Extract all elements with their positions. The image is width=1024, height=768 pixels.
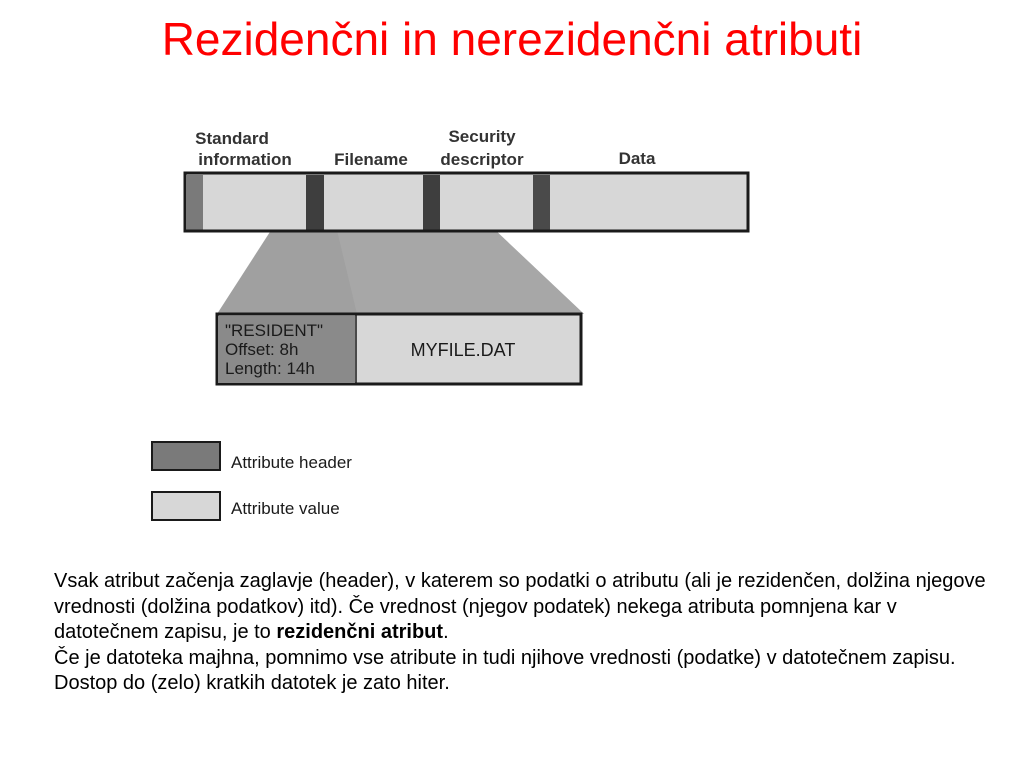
security-header <box>423 175 440 230</box>
legend-swatch-header <box>152 442 220 470</box>
resident-offset: Offset: 8h <box>225 340 299 359</box>
label-security-line1: Security <box>448 127 516 146</box>
filename-header <box>306 175 324 230</box>
resident-value: MYFILE.DAT <box>410 340 516 360</box>
resident-attribute-box <box>217 314 581 384</box>
label-standard-line1: Standard <box>195 129 269 148</box>
paragraph-1-end: . <box>443 621 449 643</box>
label-data: Data <box>618 149 656 168</box>
paragraph-1-text: Vsak atribut začenja zaglavje (header), v katerem so podatki o atributu (ali je rezidenčen, dolžina njegove vrednosti (dolžina podatkov) itd). Če vrednost (njegov podatek) nekega atributa pomnjena kar v datotečnem zapisu, je to <box>54 570 986 643</box>
legend <box>152 442 352 520</box>
legend-label-header: Attribute header <box>231 453 352 472</box>
explanation-text <box>54 569 994 697</box>
legend-swatch-value <box>152 492 220 520</box>
slide-title: Rezidenčni in nerezidenčni atributi <box>161 13 863 65</box>
explanation-paragraph-2: Če je datoteka majhna, pomnimo vse atribute in tudi njihove vrednosti (podatke) v datotečnem zapisu. Dostop do (zelo) kratkih datotek je zato hiter. <box>54 646 956 694</box>
label-standard-line2: information <box>198 150 292 169</box>
resident-keyword: "RESIDENT" <box>225 321 324 340</box>
explanation-paragraph-1 <box>54 569 994 646</box>
data-header <box>533 175 550 230</box>
legend-label-value: Attribute value <box>231 499 340 518</box>
resident-length: Length: 14h <box>225 359 315 378</box>
label-filename: Filename <box>334 150 408 169</box>
resident-attribute-term: rezidenčni atribut <box>276 621 444 643</box>
std-info-header <box>186 175 203 230</box>
mft-record-bar <box>185 173 748 231</box>
label-security-line2: descriptor <box>440 150 524 169</box>
